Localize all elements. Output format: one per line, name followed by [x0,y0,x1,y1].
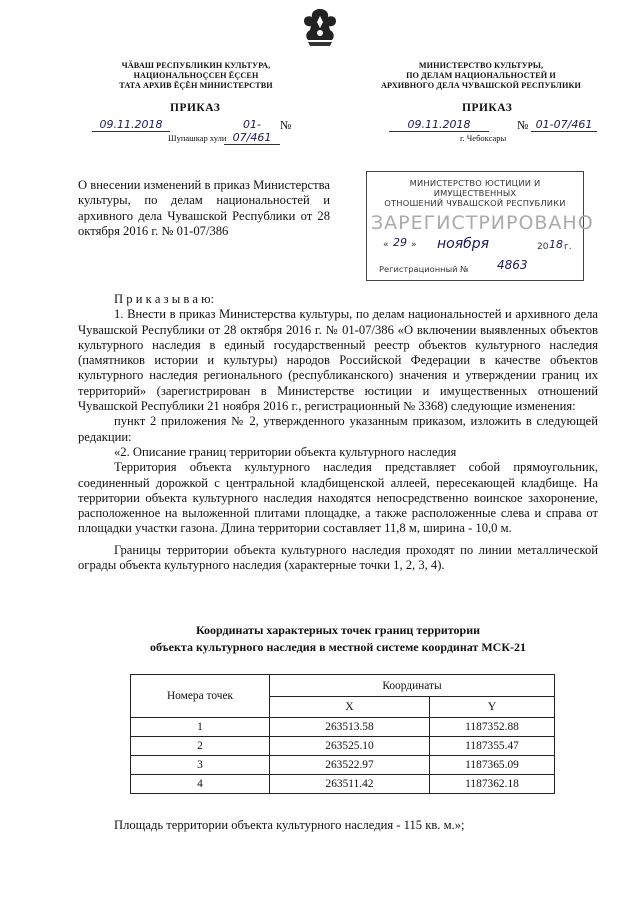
paragraph: Территория объекта культурного наследия представляет собой прямоугольник, соединенный дорожкой с центральной кладбищенской аллеей, пересекающей кладбище. На территории объекта культурного наследия находятся непосредственно воинское захоронение, расположенное на выложенной плитами площадке, а также расположенные слева и справа от площадки участки газона. Длина территории составляет 11,8 м, ширина - 10,0 м. [78,460,598,536]
order-body [78,292,598,573]
order-word: П р и к а з ы в а ю: [114,292,215,306]
coat-of-arms-emblem [296,6,344,50]
stamp-line: МИНИСТЕРСТВО ЮСТИЦИИ И ИМУЩЕСТВЕННЫХ [409,178,541,198]
right-header-line: АРХИВНОГО ДЕЛА ЧУВАШСКОЙ РЕСПУБЛИКИ [381,81,581,90]
table-title [78,622,598,656]
paragraph: 1. Внести в приказ Министерства культуры, по делам национальностей и архивного дела Чувашской Республики от 28 октября 2016 г. № 01-07/386 «О включении выявленных объектов культурного наследия в единый государственный реестр объектов культурного наследия (памятников истории и культуры) народов Российской Федерации в качестве объектов культурного наследия регионального (республиканского) значения и утверждении границ их территорий» (зарегистрирован в Министерстве юстиции и имущественных отношений Чувашской Республики 21 ноября 2016 г., регистрационный № 3368) следующие изменения: [78,307,598,414]
cell-x: 263522.97 [270,756,430,775]
col-header-points: Номера точек [131,675,270,718]
cell-point: 3 [131,756,270,775]
stamp-year-prefix: 20 [537,242,549,252]
stamp-day: 29 [393,236,407,249]
col-header-coords: Координаты [270,675,555,697]
left-number-sign: № [280,118,292,132]
right-header [368,61,594,91]
stamp-reg-label: Регистрационный № [379,264,469,274]
table-row [131,737,555,756]
order-subject: О внесении изменений в приказ Министерства культуры, по делам национальностей и архивного дела Чувашской Республики от 28 октября 2016 г. № 01-07/386 [78,178,330,238]
cell-x: 263513.58 [270,718,430,737]
stamp-year: 18 [549,238,563,251]
left-header-line: НАЦИОНАЛЬНОÇСЕН ĔÇСЕН [133,71,259,80]
registration-stamp: МИНИСТЕРСТВО ЮСТИЦИИ И ИМУЩЕСТВЕННЫХ ОТНОШЕНИЙ ЧУВАШСКОЙ РЕСПУБЛИКИ ЗАРЕГИСТРИРОВАНО « 29 » ноября 20 18 г. Регистрационный № 4863 [366,171,584,281]
cell-x: 263511.42 [270,775,430,794]
stamp-reg-number: 4863 [497,258,528,272]
left-order-title: ПРИКАЗ [170,102,221,114]
cell-x: 263525.10 [270,737,430,756]
left-order-number: 01-07/461 [224,118,280,145]
left-header-line: ЧӐВАШ РЕСПУБЛИКИН КУЛЬТУРА, [121,61,271,70]
cell-point: 4 [131,775,270,794]
stamp-registered: ЗАРЕГИСТРИРОВАНО [371,212,594,234]
cell-y: 1187362.18 [430,775,555,794]
paragraph: «2. Описание границ территории объекта культурного наследия [114,444,457,459]
cell-y: 1187365.09 [430,756,555,775]
right-city: г. Чебоксары [460,133,507,143]
cell-y: 1187355.47 [430,737,555,756]
stamp-line: ОТНОШЕНИЙ ЧУВАШСКОЙ РЕСПУБЛИКИ [384,198,566,208]
right-order-date: 09.11.2018 [389,118,489,132]
left-header [96,61,296,91]
col-header-x: X [270,697,430,718]
right-header-line: ПО ДЕЛАМ НАЦИОНАЛЬНОСТЕЙ И [406,71,556,80]
table-title-line: Координаты характерных точек границ территории [195,623,481,637]
stamp-month: ноября [437,236,490,252]
coordinates-table [130,674,555,794]
right-order-title: ПРИКАЗ [462,102,513,114]
left-order-date: 09.11.2018 [92,118,170,132]
paragraph: Границы территории объекта культурного наследия проходят по линии металлической ограды объекта культурного наследия (характерные точки 1, 2, 3, 4). [78,542,598,573]
stamp-year-suffix: г. [564,242,572,252]
paragraph: пункт 2 приложения № 2, утвержденного указанным приказом, изложить в следующей редакции: [78,414,598,444]
table-row [131,775,555,794]
table-row [131,718,555,737]
table-row [131,756,555,775]
right-number-sign: № [517,118,529,132]
cell-y: 1187352.88 [430,718,555,737]
left-city: Шупашкар хули [168,133,227,143]
right-order-number: 01-07/461 [531,118,597,132]
col-header-y: Y [430,697,555,718]
table-title-line: объекта культурного наследия в местной системе координат МСК-21 [149,640,527,654]
left-header-line: ТАТА АРХИВ ĔÇĔН МИНИСТЕРСТВИ [119,81,273,90]
cell-point: 1 [131,718,270,737]
cell-point: 2 [131,737,270,756]
right-header-line: МИНИСТЕРСТВО КУЛЬТУРЫ, [418,61,544,70]
area-line: Площадь территории объекта культурного наследия - 115 кв. м.»; [114,818,465,832]
